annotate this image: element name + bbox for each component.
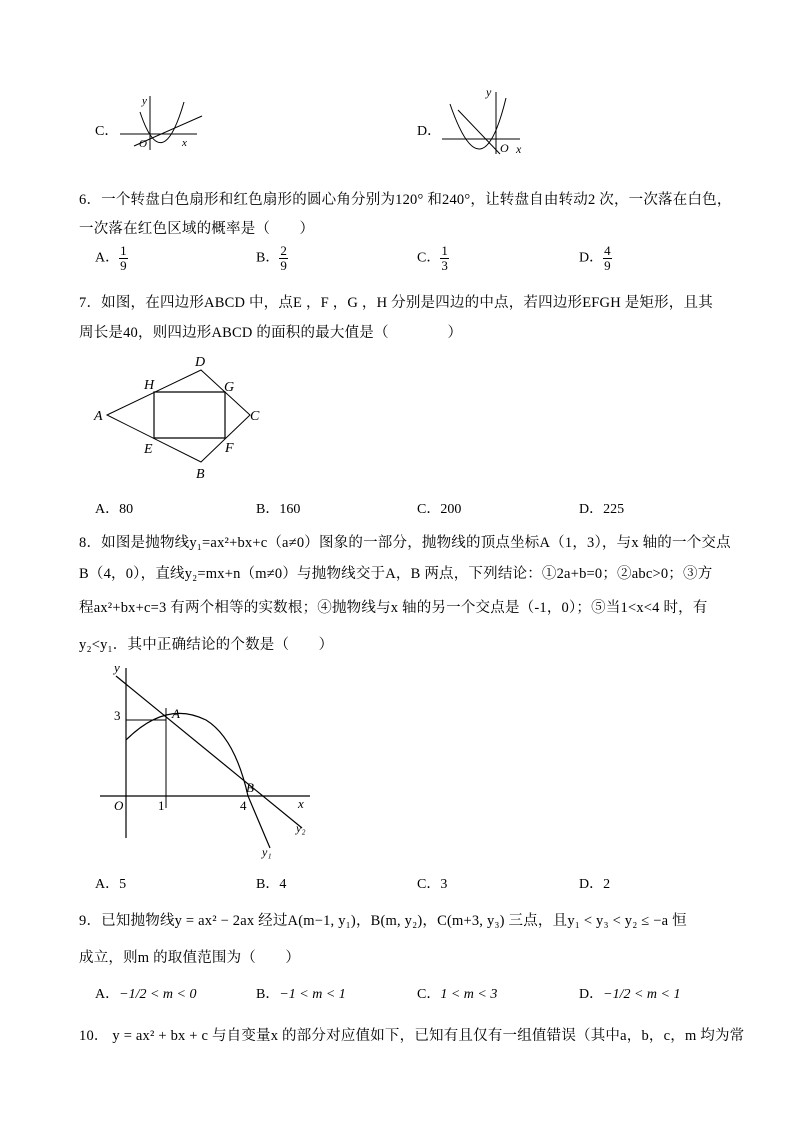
q9-option-d [579, 983, 680, 1003]
q9-option-d-text: −1/2 < m < 1 [603, 987, 681, 1002]
q9-option-b-label: B． [256, 987, 280, 1002]
q6-option-c [417, 244, 449, 273]
q6-line-1: 6．一个转盘白色扇形和红色扇形的圆心角分别为120° 和240°，让转盘自由转动2 次，一次落在白色， [79, 192, 732, 208]
q7-option-a: A．80 [95, 502, 134, 517]
q5-graph-c [112, 90, 212, 155]
q6-option-d-label: D． [579, 250, 604, 266]
q8-label-y1: y₁ [262, 845, 272, 859]
q6-option-c-label: C． [417, 250, 441, 266]
q6-option-b-fraction: $\frac{2}{9}$ [280, 243, 287, 273]
q7-label-e: E [144, 442, 153, 457]
q5-graph-d [438, 82, 530, 162]
q9-option-a-label: A． [95, 987, 120, 1002]
q7-option-b: B．160 [256, 502, 301, 517]
q6-option-b-label: B． [256, 250, 280, 266]
q6-option-d-fraction: $\frac{4}{9}$ [604, 243, 611, 273]
q10-line-1: 10． y = ax² + bx + c 与自变量x 的部分对应值如下，已知有且仅有一组值错误（其中a，b，c，m 均为常 [79, 1028, 745, 1044]
q8-option-c: C．3 [417, 877, 448, 892]
q8-line-3: 程ax²+bx+c=3 有两个相等的实数根；④抛物线与x 轴的另一个交点是（-1，0）；⑤当1<x<4 时，有 [79, 600, 708, 616]
q8-label-y2: y₂ [296, 821, 306, 835]
q7-option-c: C．200 [417, 502, 462, 517]
q7-quadrilateral-figure [88, 350, 273, 485]
q9-line-2: 成立，则m 的取值范围为（ ） [79, 950, 301, 966]
q9-option-a [95, 983, 196, 1003]
q6-line-2: 一次落在红色区域的概率是（ ） [79, 221, 315, 237]
q8-label-4: 4 [240, 798, 247, 813]
q5-option-c-label: C． [95, 124, 119, 139]
q5c-o-label: O [139, 138, 147, 150]
q7-label-g: G [224, 380, 235, 395]
q7-label-a: A [94, 409, 103, 424]
q7-label-h: H [144, 378, 155, 393]
q8-option-a: A．5 [95, 877, 127, 892]
q7-label-b: B [196, 467, 205, 482]
q7-label-f: F [225, 441, 234, 456]
q8-parabola-figure [90, 658, 320, 863]
q8-label-1: 1 [158, 798, 165, 813]
q9-option-d-label: D． [579, 987, 604, 1002]
q5d-o-label: O [500, 141, 509, 155]
q9-option-c-label: C． [417, 987, 441, 1002]
q9-line-1: 9．已知抛物线y = ax² − 2ax 经过A(m−1, y₁)，B(m, y₂)，C(m+3, y₃) 三点，且y₁ < y₃ < y₂ ≤ −a 恒 [79, 913, 687, 929]
q7-label-d: D [195, 355, 206, 370]
q9-option-b [256, 983, 346, 1003]
q5c-x-label: x [182, 137, 187, 149]
q6-option-a [95, 244, 128, 273]
q6-option-a-label: A． [95, 250, 120, 266]
q8-line-1: 8．如图是抛物线y₁=ax²+bx+c（a≠0）图象的一部分，抛物线的顶点坐标A（1，3），与x 轴的一个交点 [79, 535, 731, 551]
q7-line-2: 周长是40，则四边形ABCD 的面积的最大值是（ ） [79, 325, 463, 341]
q8-label-o: O [114, 798, 124, 813]
q9-option-a-text: −1/2 < m < 0 [119, 987, 197, 1002]
q5-option-d-label: D． [417, 124, 442, 139]
q6-option-b [256, 244, 288, 273]
q6-option-d [579, 244, 612, 273]
q8-label-y: y [114, 660, 120, 675]
q8-label-b: B [246, 780, 254, 795]
q8-option-b: B．4 [256, 877, 287, 892]
q8-label-3: 3 [114, 708, 121, 723]
q7-option-d: D．225 [579, 502, 625, 517]
q8-label-a: A [172, 706, 180, 721]
q9-option-c [417, 983, 497, 1003]
q7-line-1: 7．如图，在四边形ABCD 中，点E ，F ，G ，H 分别是四边的中点，若四边形EFGH 是矩形，且其 [79, 295, 713, 311]
q9-option-c-text: 1 < m < 3 [440, 987, 498, 1002]
q8-option-d: D．2 [579, 877, 611, 892]
q5c-y-label: y [142, 95, 147, 107]
q9-option-b-text: −1 < m < 1 [279, 987, 346, 1002]
q8-line-2: B（4，0），直线y₂=mx+n（m≠0）与抛物线交于A，B 两点，下列结论：①2a+b=0；②abc>0；③方 [79, 566, 713, 582]
q7-label-c: C [250, 409, 260, 424]
q6-option-c-fraction: $\frac{1}{3}$ [441, 243, 448, 273]
q8-line-4: y₂<y₁．其中正确结论的个数是（ ） [79, 637, 334, 653]
q8-label-x: x [298, 796, 304, 811]
q6-option-a-fraction: $\frac{1}{9}$ [120, 243, 127, 273]
q5d-x-label: x [516, 142, 522, 156]
q5d-y-label: y [486, 85, 492, 99]
